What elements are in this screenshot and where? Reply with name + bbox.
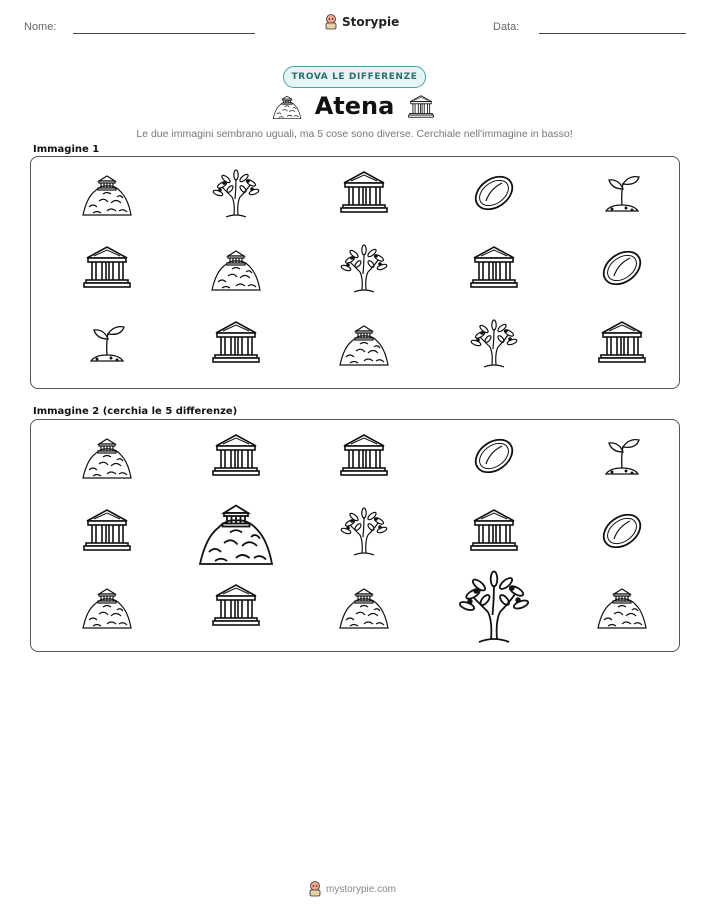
image2-cell[interactable] (197, 492, 275, 570)
temple-icon (210, 317, 262, 369)
image1-cell (596, 242, 648, 294)
image2-cell[interactable] (596, 580, 648, 632)
image2-cell[interactable] (338, 430, 390, 482)
olive-icon (596, 242, 648, 294)
footer (308, 881, 396, 897)
image2-cell[interactable] (81, 505, 133, 557)
temple-icon (338, 430, 390, 482)
olive-tree-icon (210, 167, 262, 219)
name-field[interactable] (73, 33, 255, 34)
image1-label: Immagine 1 (33, 144, 100, 155)
image2-cell[interactable] (468, 505, 520, 557)
temple-icon (81, 242, 133, 294)
image1-cell (81, 167, 133, 219)
image2-cell[interactable] (81, 430, 133, 482)
olive-icon (468, 167, 520, 219)
brand-logo (324, 14, 399, 30)
image2-cell[interactable] (210, 430, 262, 482)
image2-cell[interactable] (596, 430, 648, 482)
storypie-mascot-icon (324, 14, 338, 30)
name-label: Nome: (24, 21, 57, 33)
image2-cell[interactable] (338, 505, 390, 557)
image2-cell[interactable] (455, 567, 533, 645)
image2-label: Immagine 2 (cerchia le 5 differenze) (33, 406, 238, 417)
olive-icon (468, 430, 520, 482)
sprout-icon (81, 317, 133, 369)
image1-cell (210, 317, 262, 369)
olive-tree-icon (338, 242, 390, 294)
date-field[interactable] (539, 33, 686, 34)
page-title: Atena (314, 92, 395, 120)
olive-tree-icon (455, 567, 533, 645)
temple-icon (210, 430, 262, 482)
image1-cell (596, 317, 648, 369)
image1-cell (338, 317, 390, 369)
image2-cell[interactable] (81, 580, 133, 632)
image1-cell (210, 167, 262, 219)
image1-panel (30, 156, 680, 389)
brand-name: Storypie (342, 15, 400, 29)
temple-icon (596, 317, 648, 369)
image2-cell[interactable] (338, 580, 390, 632)
image1-cell (338, 242, 390, 294)
image2-cell[interactable] (210, 580, 262, 632)
storypie-mascot-icon (308, 881, 322, 897)
olive-icon (596, 505, 648, 557)
acropolis-icon (81, 167, 133, 219)
temple-icon (468, 242, 520, 294)
sprout-icon (596, 167, 648, 219)
image1-cell (210, 242, 262, 294)
temple-icon (338, 167, 390, 219)
image2-cell[interactable] (468, 430, 520, 482)
image1-cell (468, 242, 520, 294)
temple-icon (210, 580, 262, 632)
image1-cell (338, 167, 390, 219)
instructions: Le due immagini sembrano uguali, ma 5 cose sono diverse. Cerchiale nell'immagine in basso! (136, 128, 573, 140)
image2-panel[interactable] (30, 419, 680, 652)
acropolis-icon (81, 430, 133, 482)
acropolis-icon (596, 580, 648, 632)
sprout-icon (596, 430, 648, 482)
date-label: Data: (493, 21, 520, 33)
acropolis-icon (81, 580, 133, 632)
image1-cell (468, 317, 520, 369)
acropolis-icon (338, 317, 390, 369)
image1-cell (81, 317, 133, 369)
acropolis-icon (338, 580, 390, 632)
image1-cell (81, 242, 133, 294)
footer-url[interactable]: mystorypie.com (326, 883, 397, 895)
image2-cell[interactable] (596, 505, 648, 557)
olive-tree-icon (468, 317, 520, 369)
temple-icon (468, 505, 520, 557)
title-right-icon (406, 93, 436, 121)
acropolis-icon (197, 492, 275, 570)
temple-icon (81, 505, 133, 557)
image1-cell (468, 167, 520, 219)
activity-badge: TROVA LE DIFFERENZE (283, 66, 426, 88)
olive-tree-icon (338, 505, 390, 557)
temple-icon (406, 93, 436, 121)
image1-cell (596, 167, 648, 219)
acropolis-icon (210, 242, 262, 294)
